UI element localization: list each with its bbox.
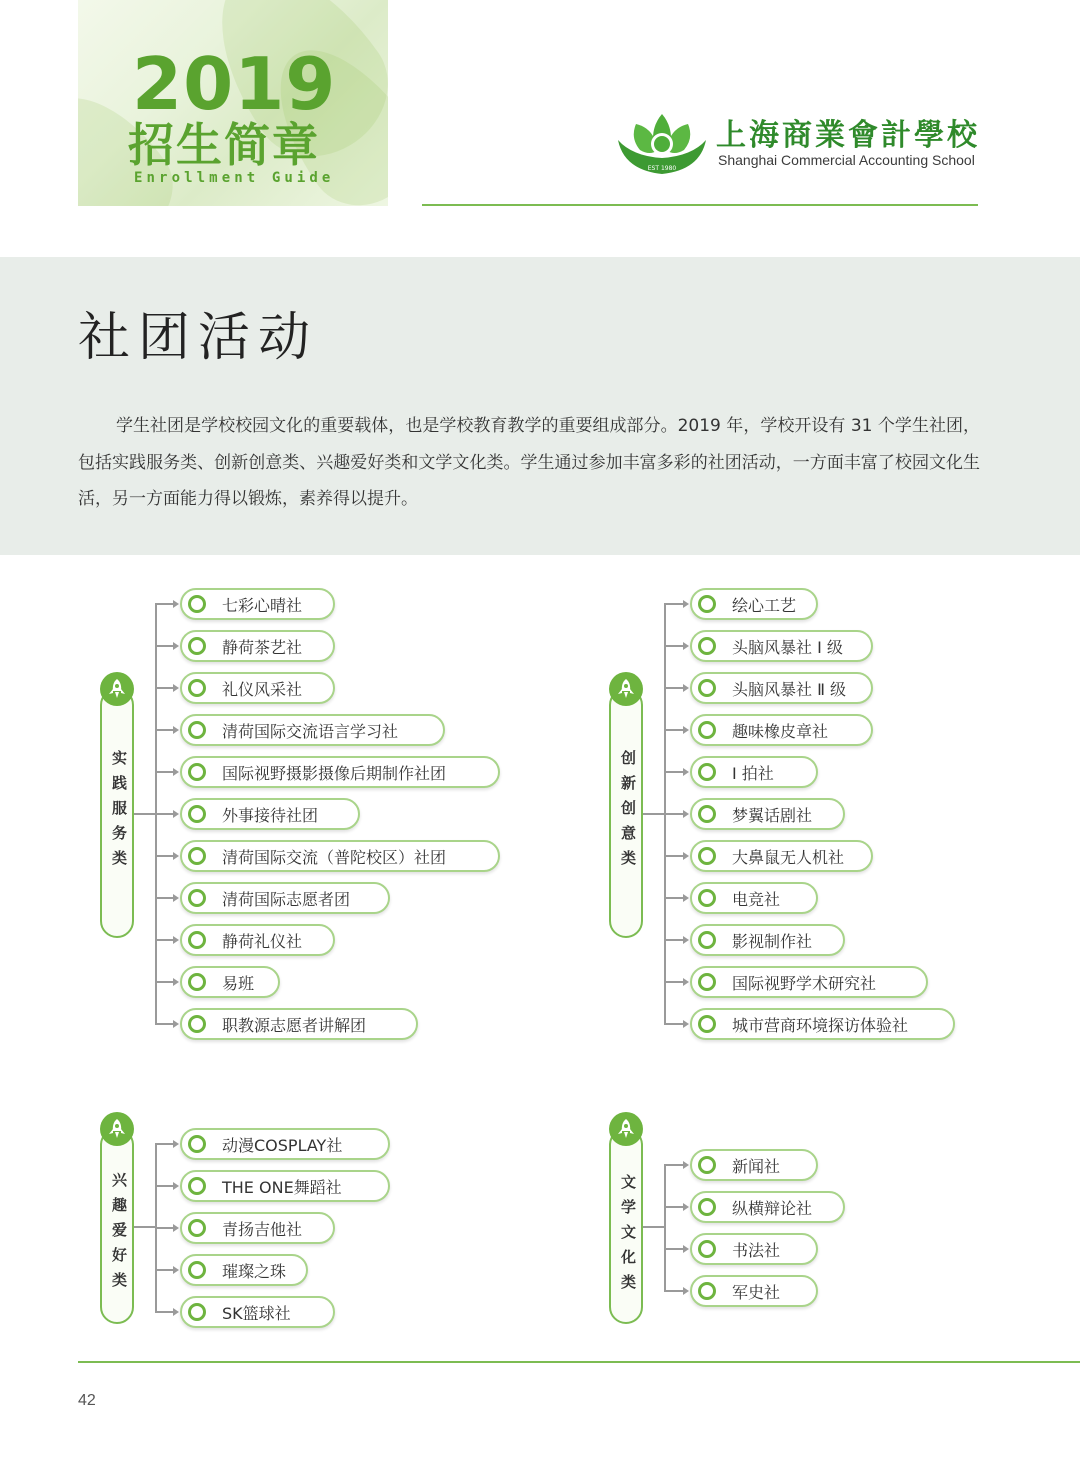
tree-branch — [664, 981, 684, 983]
branch-arrow — [683, 642, 689, 650]
club-name: 影视制作社 — [732, 931, 813, 951]
school-logo-icon — [614, 110, 710, 176]
circle-bullet-icon — [698, 847, 716, 865]
circle-bullet-icon — [188, 973, 206, 991]
club-name: 静荷礼仪社 — [222, 931, 303, 951]
tree-branch — [155, 771, 174, 773]
tree-branch — [664, 1023, 684, 1025]
tree-branch — [664, 645, 684, 647]
circle-bullet-icon — [188, 847, 206, 865]
branch-arrow — [683, 768, 689, 776]
header-title: 招生简章 — [128, 118, 320, 172]
branch-arrow — [683, 684, 689, 692]
circle-bullet-icon — [188, 637, 206, 655]
circle-bullet-icon — [698, 973, 716, 991]
club-name: THE ONE舞蹈社 — [222, 1177, 342, 1197]
club-item — [690, 1008, 955, 1040]
branch-arrow — [173, 1308, 179, 1316]
club-item — [180, 1008, 418, 1040]
club-name: 头脑风暴社 Ⅰ 级 — [732, 637, 843, 657]
circle-bullet-icon — [698, 889, 716, 907]
rocket-icon — [100, 672, 134, 706]
tree-branch — [664, 939, 684, 941]
club-name: 清荷国际交流（普陀校区）社团 — [222, 847, 447, 867]
club-name: 礼仪风采社 — [222, 679, 303, 699]
club-name: 梦翼话剧社 — [732, 805, 813, 825]
tree-branch — [664, 897, 684, 899]
club-item — [690, 1149, 818, 1181]
tree-branch — [155, 1311, 174, 1313]
section-title: 社团活动 — [78, 308, 319, 368]
tree-branch — [664, 855, 684, 857]
rocket-icon — [609, 672, 643, 706]
club-name: 璀璨之珠 — [222, 1261, 287, 1281]
circle-bullet-icon — [698, 637, 716, 655]
branch-arrow — [683, 978, 689, 986]
branch-arrow — [683, 894, 689, 902]
circle-bullet-icon — [188, 1219, 206, 1237]
club-name: 动漫COSPLAY社 — [222, 1135, 343, 1155]
club-name: 电竞社 — [732, 889, 781, 909]
tree-branch — [664, 1248, 684, 1250]
branch-arrow — [173, 852, 179, 860]
branch-arrow — [683, 1020, 689, 1028]
circle-bullet-icon — [188, 1135, 206, 1153]
club-name: 国际视野摄影摄像后期制作社团 — [222, 763, 447, 783]
club-item — [690, 588, 818, 620]
circle-bullet-icon — [698, 679, 716, 697]
club-item — [180, 1254, 308, 1286]
club-name: 军史社 — [732, 1282, 781, 1302]
circle-bullet-icon — [698, 1156, 716, 1174]
branch-arrow — [173, 642, 179, 650]
branch-arrow — [173, 1266, 179, 1274]
branch-arrow — [683, 1203, 689, 1211]
tree-branch — [155, 897, 174, 899]
circle-bullet-icon — [698, 1198, 716, 1216]
tree-trunk — [664, 1164, 666, 1292]
tree-branch — [155, 1227, 174, 1229]
tree-branch — [664, 687, 684, 689]
club-item — [180, 756, 500, 788]
club-item — [690, 1191, 845, 1223]
tree-branch — [155, 603, 174, 605]
club-name: 七彩心晴社 — [222, 595, 303, 615]
tree-branch — [155, 1143, 174, 1145]
branch-arrow — [173, 600, 179, 608]
branch-arrow — [683, 600, 689, 608]
tree-connector — [643, 1226, 664, 1228]
tree-branch — [155, 813, 174, 815]
category-label: 实践服务类 — [110, 750, 128, 875]
club-name: 职教源志愿者讲解团 — [222, 1015, 367, 1035]
branch-arrow — [173, 1020, 179, 1028]
school-name-en: Shanghai Commercial Accounting School — [718, 152, 975, 168]
branch-arrow — [173, 936, 179, 944]
tree-branch — [155, 687, 174, 689]
branch-arrow — [173, 978, 179, 986]
tree-branch — [155, 1023, 174, 1025]
club-name: 头脑风暴社 Ⅱ 级 — [732, 679, 847, 699]
club-name: 外事接待社团 — [222, 805, 319, 825]
club-name: 大鼻鼠无人机社 — [732, 847, 845, 867]
circle-bullet-icon — [188, 721, 206, 739]
branch-arrow — [683, 810, 689, 818]
rocket-icon — [100, 1112, 134, 1146]
tree-branch — [664, 813, 684, 815]
branch-arrow — [683, 1245, 689, 1253]
club-item — [180, 630, 335, 662]
category-label: 创新创意类 — [619, 750, 637, 875]
club-name: 清荷国际志愿者团 — [222, 889, 351, 909]
circle-bullet-icon — [188, 1015, 206, 1033]
club-item — [180, 882, 390, 914]
club-name: 静荷茶艺社 — [222, 637, 303, 657]
header-subtitle: Enrollment Guide — [134, 170, 335, 186]
club-name: SK篮球社 — [222, 1303, 291, 1323]
tree-branch — [155, 1269, 174, 1271]
club-item — [180, 1212, 335, 1244]
club-item — [690, 840, 873, 872]
branch-arrow — [683, 1161, 689, 1169]
circle-bullet-icon — [188, 679, 206, 697]
club-name: 国际视野学术研究社 — [732, 973, 877, 993]
branch-arrow — [173, 768, 179, 776]
tree-branch — [155, 855, 174, 857]
circle-bullet-icon — [188, 889, 206, 907]
club-name: 青扬吉他社 — [222, 1219, 303, 1239]
circle-bullet-icon — [188, 595, 206, 613]
club-item — [180, 588, 335, 620]
tree-branch — [664, 771, 684, 773]
branch-arrow — [683, 726, 689, 734]
club-item — [690, 924, 845, 956]
club-item — [690, 798, 845, 830]
circle-bullet-icon — [188, 931, 206, 949]
tree-branch — [155, 981, 174, 983]
branch-arrow — [683, 936, 689, 944]
club-item — [180, 966, 280, 998]
club-name: 清荷国际交流语言学习社 — [222, 721, 399, 741]
header-year: 2019 — [132, 42, 337, 126]
club-item — [180, 798, 360, 830]
circle-bullet-icon — [698, 1015, 716, 1033]
category-label: 兴趣爱好类 — [110, 1172, 128, 1297]
tree-connector — [134, 1226, 155, 1228]
circle-bullet-icon — [188, 1303, 206, 1321]
branch-arrow — [173, 1140, 179, 1148]
club-item — [180, 1170, 390, 1202]
club-name: 易班 — [222, 973, 255, 993]
tree-branch — [664, 1206, 684, 1208]
circle-bullet-icon — [698, 1240, 716, 1258]
club-item — [180, 840, 500, 872]
circle-bullet-icon — [188, 1177, 206, 1195]
branch-arrow — [173, 684, 179, 692]
club-name: 新闻社 — [732, 1156, 781, 1176]
branch-arrow — [173, 1182, 179, 1190]
club-name: 书法社 — [732, 1240, 781, 1260]
circle-bullet-icon — [188, 1261, 206, 1279]
branch-arrow — [683, 852, 689, 860]
circle-bullet-icon — [188, 805, 206, 823]
circle-bullet-icon — [188, 763, 206, 781]
tree-branch — [664, 1290, 684, 1292]
branch-arrow — [173, 894, 179, 902]
club-item — [690, 1275, 818, 1307]
tree-connector — [134, 813, 155, 815]
club-item — [180, 1296, 335, 1328]
club-item — [180, 714, 445, 746]
circle-bullet-icon — [698, 763, 716, 781]
tree-branch — [664, 603, 684, 605]
branch-arrow — [173, 726, 179, 734]
club-name: 纵横辩论社 — [732, 1198, 813, 1218]
tree-branch — [664, 1164, 684, 1166]
tree-branch — [155, 939, 174, 941]
circle-bullet-icon — [698, 1282, 716, 1300]
header-divider — [422, 204, 978, 206]
branch-arrow — [173, 1224, 179, 1232]
section-intro: 学生社团是学校校园文化的重要载体，也是学校教育教学的重要组成部分。2019 年，学校开设有 31 个学生社团，包括实践服务类、创新创意类、兴趣爱好类和文学文化类。学生通过参加丰富多彩的社团活动，一方面丰富了校园文化生活，另一方面能力得以锻炼，素养得以提升。 — [78, 416, 980, 509]
club-name: Ⅰ 拍社 — [732, 763, 774, 783]
club-item — [690, 1233, 818, 1265]
page-number: 42 — [78, 1392, 96, 1409]
category-label: 文学文化类 — [619, 1174, 637, 1299]
club-name: 绘心工艺 — [732, 595, 797, 615]
club-item — [180, 924, 335, 956]
logo-ring-text: EST 1980 — [647, 165, 677, 172]
tree-branch — [155, 645, 174, 647]
club-item — [690, 882, 818, 914]
club-item — [690, 630, 873, 662]
circle-bullet-icon — [698, 805, 716, 823]
footer-divider — [78, 1361, 1080, 1363]
club-name: 趣味橡皮章社 — [732, 721, 829, 741]
circle-bullet-icon — [698, 931, 716, 949]
club-item — [180, 1128, 390, 1160]
tree-branch — [664, 729, 684, 731]
club-name: 城市营商环境探访体验社 — [732, 1015, 909, 1035]
tree-branch — [155, 729, 174, 731]
rocket-icon — [609, 1112, 643, 1146]
club-item — [690, 672, 873, 704]
branch-arrow — [173, 810, 179, 818]
club-item — [690, 756, 818, 788]
tree-branch — [155, 1185, 174, 1187]
club-item — [690, 714, 873, 746]
school-name-cn: 上海商業會計學校 — [716, 118, 980, 153]
tree-connector — [643, 813, 664, 815]
branch-arrow — [683, 1287, 689, 1295]
club-item — [690, 966, 928, 998]
circle-bullet-icon — [698, 595, 716, 613]
circle-bullet-icon — [698, 721, 716, 739]
club-item — [180, 672, 335, 704]
